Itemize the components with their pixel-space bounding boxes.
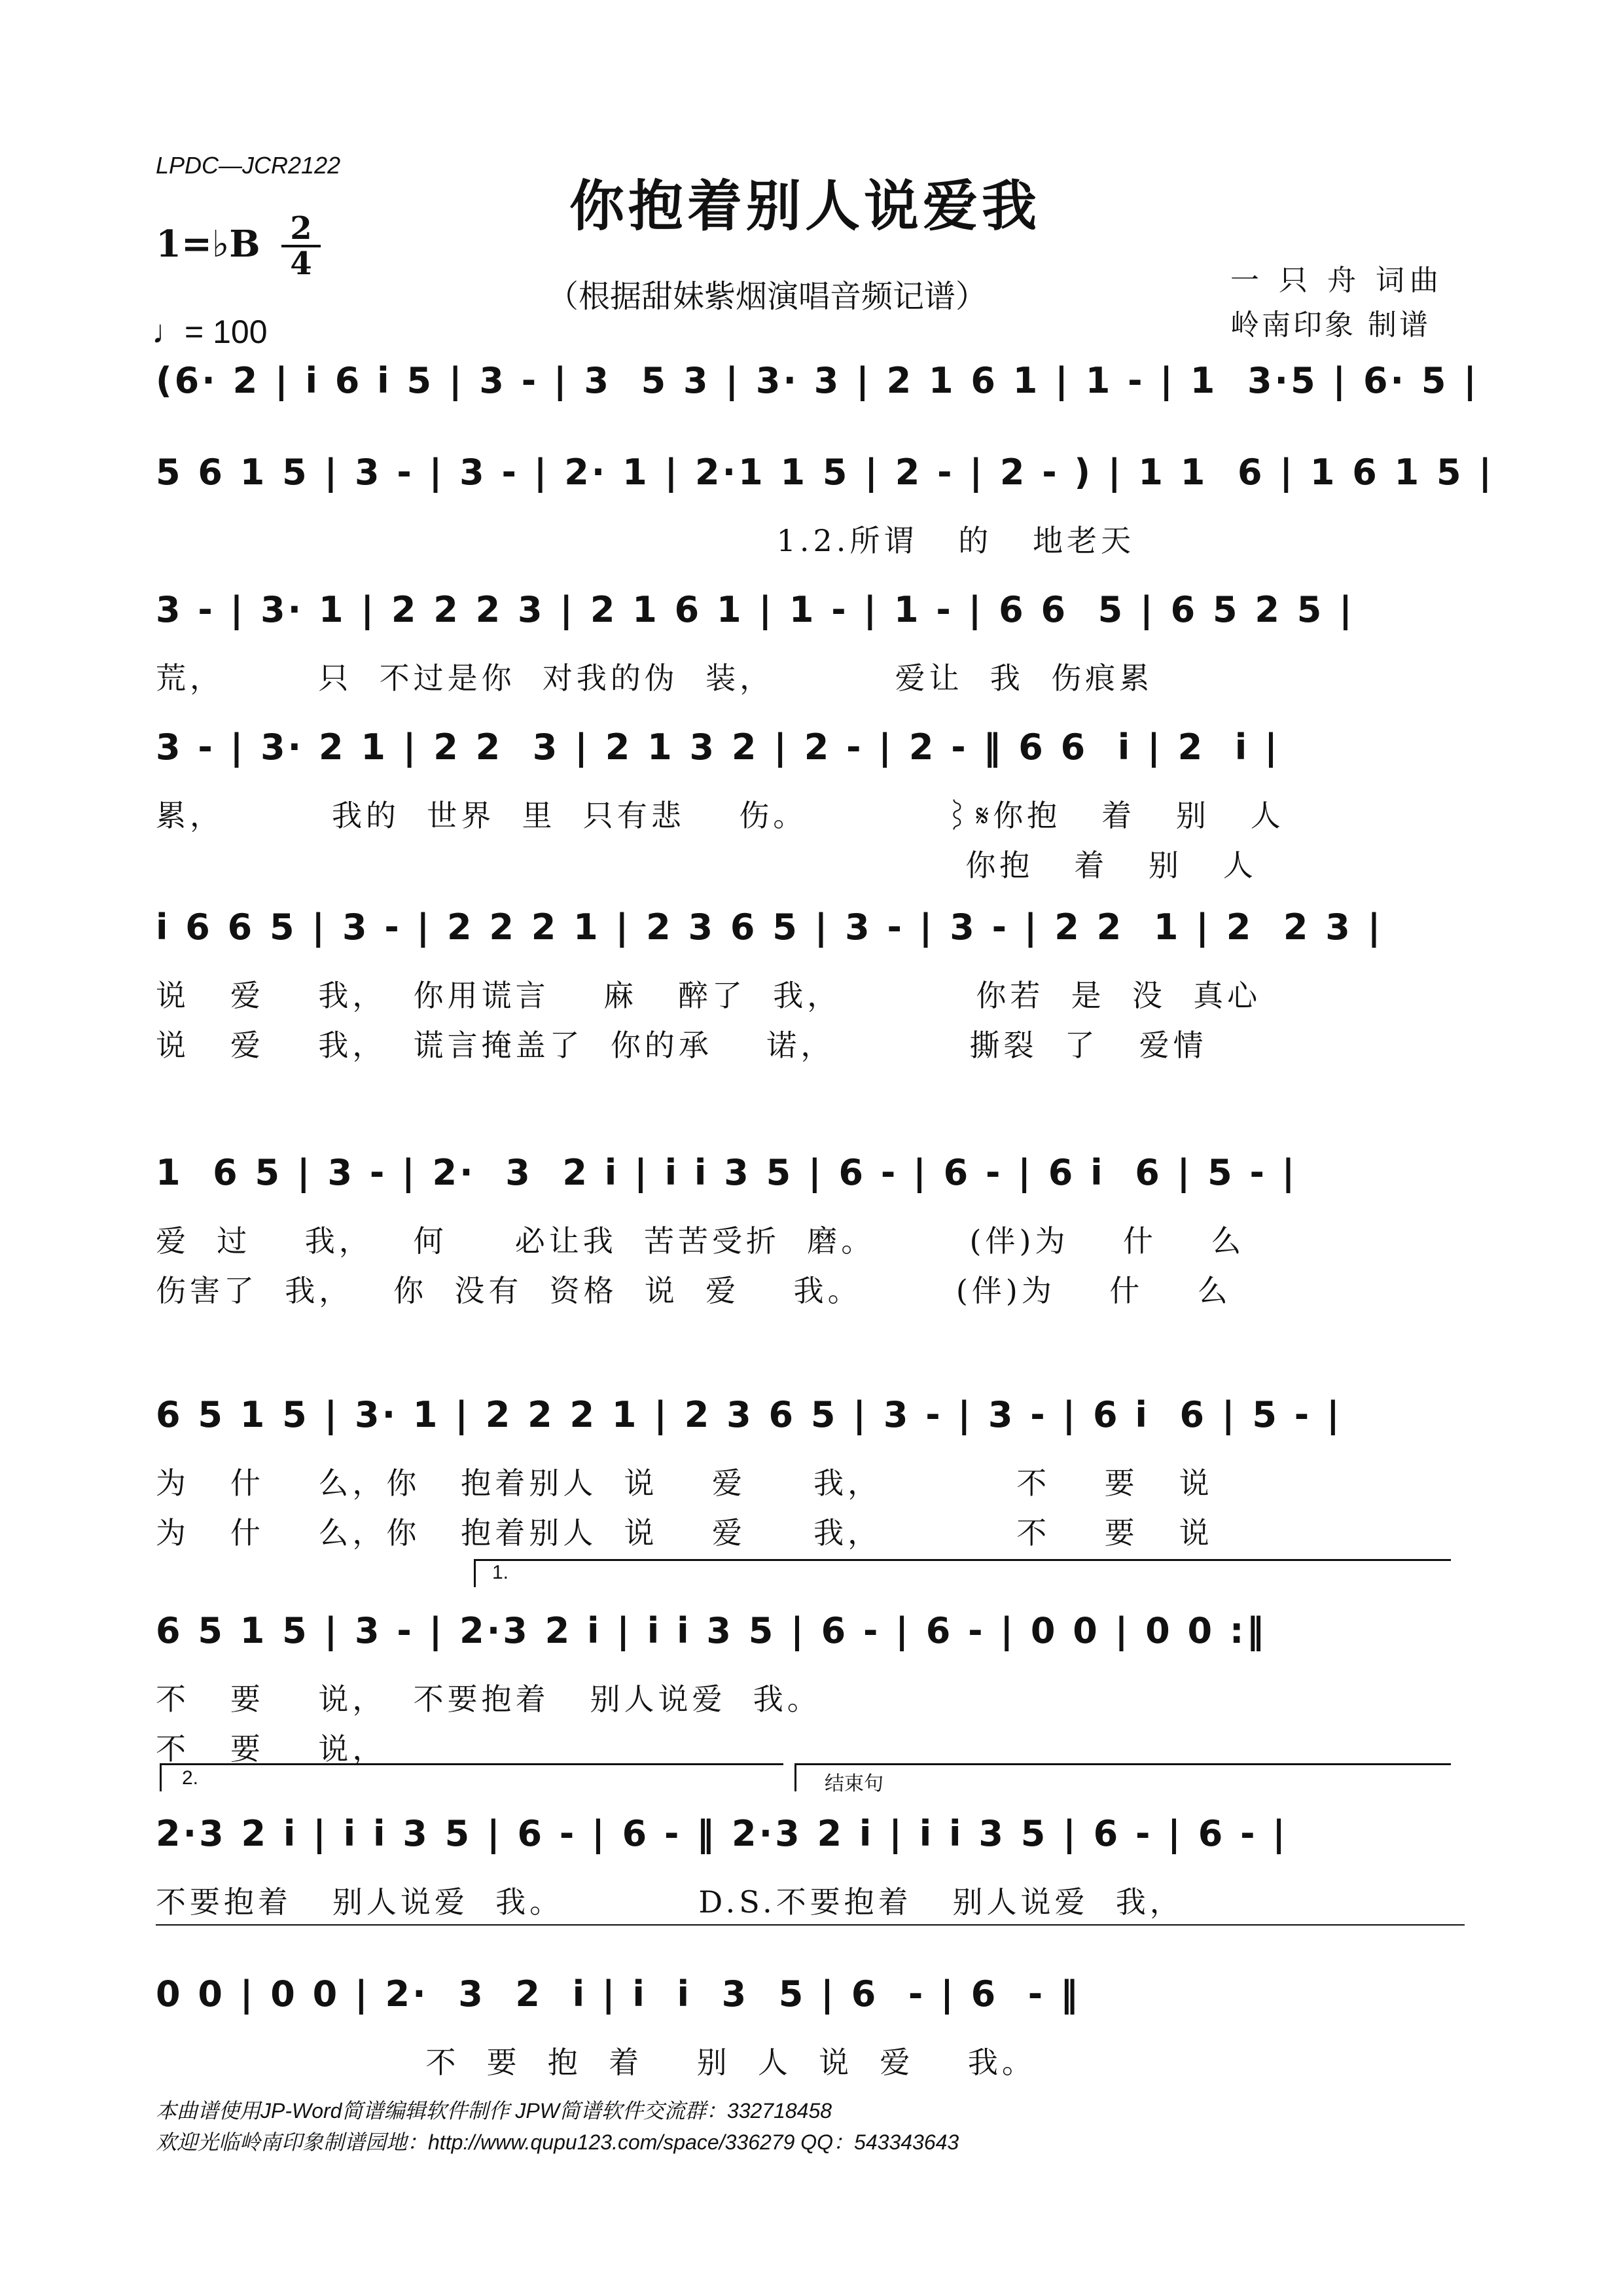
lyric-line: 说 爱 我， 谎言掩盖了 你的承 诺， 撕裂 了 爱情 (156, 1028, 1207, 1063)
credit-transcriber: 岭南印象 制谱 (1230, 308, 1431, 342)
time-signature-bottom: 4 (290, 245, 312, 282)
lyric-line: 说 爱 我， 你用谎言 麻 醉了 我， 你若 是 没 真心 (156, 978, 1262, 1013)
lyric-line: 爱 过 我， 何 必让我 苦苦受折 磨。 (伴)为 什 么 (156, 1223, 1245, 1259)
lyric-line: 为 什 么，你 抱着别人 说 爱 我， 不 要 说 (156, 1465, 1213, 1501)
lyric-line: 不 要 抱 着 别 人 说 爱 我。 (156, 2045, 1036, 2080)
music-row (156, 906, 1471, 948)
music-row (156, 589, 1471, 630)
notation-line: 6 5 1 5 | 3 - | 2·3 2 i | i i 3 5 | 6 - | 6 - | 0 0 | 0 0 :‖ (156, 1610, 1267, 1651)
footer-line-1: 本曲谱使用JP-Word简谱编辑软件制作 JPW简谱软件交流群：332718458 (156, 2099, 832, 2123)
lyric-line: 你抱 着 别 人 (156, 848, 1257, 883)
notation-line: 2·3 2 i | i i 3 5 | 6 - | 6 - ‖ 2·3 2 i | i i 3 5 | 6 - | 6 - | (156, 1813, 1289, 1854)
notation-line: 5 6 1 5 | 3 - | 3 - | 2· 1 | 2·1 1 5 | 2 - | 2 - ) | 1 1 6 | 1 6 1 5 | (156, 452, 1495, 493)
lyric-line: 1.2.所谓 的 地老天 (156, 523, 1135, 558)
notation-line: (6· 2 | i 6 i 5 | 3 - | 3 5 3 | 3· 3 | 2 1 6 1 | 1 - | 1 3·5 | 6· 5 | (156, 360, 1479, 401)
notation-line: i 6 6 5 | 3 - | 2 2 2 1 | 2 3 6 5 | 3 - | 3 - | 2 2 1 | 2 2 3 | (156, 906, 1383, 948)
lyric-line: 累， 我的 世界 里 只有悲 伤。 ⌇𝄋你抱 着 别 人 (156, 798, 1285, 833)
tempo-marking: ♩= 100 (152, 314, 268, 350)
notation-line: 3 - | 3· 1 | 2 2 2 3 | 2 1 6 1 | 1 - | 1 - | 6 6 5 | 6 5 2 5 | (156, 589, 1355, 630)
lyric-line: 不 要 说， 不要抱着 别人说爱 我。 (156, 1681, 821, 1717)
lyric-line: 伤害了 我， 你 没有 资格 说 爱 我。 (伴)为 什 么 (156, 1273, 1232, 1308)
notation-line: 1 6 5 | 3 - | 2· 3 2 i | i i 3 5 | 6 - | 6 - | 6 i 6 | 5 - | (156, 1152, 1298, 1193)
volta-second-label: 2. (182, 1767, 199, 1789)
song-subtitle: （根据甜妹紫烟演唱音频记谱） (547, 278, 988, 315)
score-code: LPDC—JCR2122 (156, 152, 341, 179)
song-title: 你抱着别人说爱我 (569, 173, 1041, 238)
music-row (156, 1973, 1471, 2015)
music-row (156, 1152, 1471, 1193)
music-row (156, 452, 1495, 493)
lyric-line: 不 要 说， (156, 1731, 387, 1767)
footer-line-2: 欢迎光临岭南印象制谱园地：http://www.qupu123.com/space/336279 QQ：543343643 (156, 2130, 959, 2154)
lyric-line: 不要抱着 别人说爱 我。 D.S.不要抱着 别人说爱 我， (156, 1884, 1184, 1920)
volta-second (160, 1763, 783, 1791)
time-signature (281, 210, 321, 282)
music-row (156, 1394, 1471, 1435)
credit-lyrics-music: 一 只 舟 词曲 (1230, 264, 1444, 297)
key-signature: 1=♭B (156, 223, 260, 266)
volta-ending (794, 1763, 1451, 1791)
lyric-line: 荒， 只 不过是你 对我的伪 装， 爱让 我 伤痕累 (156, 660, 1154, 696)
volta-first (474, 1559, 1451, 1587)
time-signature-top: 2 (290, 210, 312, 247)
music-row (156, 1813, 1471, 1854)
music-row (156, 1610, 1471, 1651)
notation-line: 6 5 1 5 | 3· 1 | 2 2 2 1 | 2 3 6 5 | 3 - | 3 - | 6 i 6 | 5 - | (156, 1394, 1342, 1435)
music-row (156, 360, 1479, 401)
lyric-line: 为 什 么，你 抱着别人 说 爱 我， 不 要 说 (156, 1515, 1213, 1551)
notation-line: 0 0 | 0 0 | 2· 3 2 i | i i 3 5 | 6 - | 6 - ‖ (156, 1973, 1080, 2015)
final-system-rule (156, 1924, 1465, 1926)
volta-ending-label: 结束句 (825, 1773, 883, 1795)
music-row (156, 726, 1471, 768)
notation-line: 3 - | 3· 2 1 | 2 2 3 | 2 1 3 2 | 2 - | 2 - ‖ 6 6 i | 2 i | (156, 726, 1280, 768)
volta-first-label: 1. (492, 1562, 509, 1583)
